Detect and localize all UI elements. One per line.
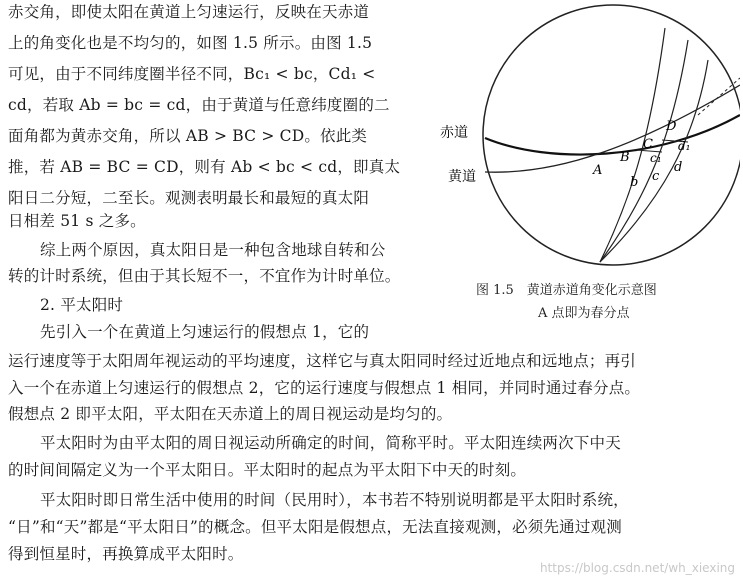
ecliptic-line	[485, 85, 740, 172]
paragraph-1-line-3: 可见，由于不同纬度圈半径不同，Bc₁ < bc，Cd₁ <	[8, 65, 376, 83]
paragraph-1-line-5: 面角都为黄赤交角，所以 AB > BC > CD。依此类	[8, 127, 368, 145]
point-label-b: b	[630, 175, 639, 190]
point-label-d: d	[674, 160, 683, 175]
paragraph-2-line-2: 转的计时系统，但由于其长短不一，不宜作为计时单位。	[8, 267, 401, 285]
paragraph-4-line-2: 的时间间隔定义为一个平太阳日。平太阳时的起点为平太阳下中天的时刻。	[8, 461, 527, 479]
paragraph-3-line-4: 假想点 2 即平太阳，平太阳在天赤道上的周日视运动是均匀的。	[8, 405, 453, 423]
paragraph-1-line-1: 赤交角，即使太阳在黄道上匀速运行，反映在天赤道	[8, 3, 370, 21]
paragraph-5-line-3: 得到恒星时，再换算成平太阳时。	[8, 545, 244, 563]
paragraph-1-line-2: 上的角变化也是不均匀的，如图 1.5 所示。由图 1.5	[8, 34, 373, 52]
paragraph-1-line-6: 推，若 AB = BC = CD，则有 Ab < bc < cd，即真太	[8, 158, 401, 176]
paragraph-3-line-2: 运行速度等于太阳周年视运动的平均速度，这样它与真太阳同时经过近地点和远地点；再引	[8, 352, 637, 370]
figure-caption-title: 图 1.5 黄道赤道角变化示意图	[476, 283, 657, 298]
paragraph-1-line-8: 日相差 51 s 之多。	[8, 212, 146, 230]
point-label-C: C	[643, 137, 653, 152]
point-label-B: B	[620, 150, 630, 165]
point-label-d1: d₁	[678, 139, 691, 153]
point-label-c1: c₁	[650, 151, 662, 165]
watermark: https://blog.csdn.net/wh_xiexing	[539, 561, 735, 575]
paragraph-3-line-3: 入一个在赤道上匀速运行的假想点 2，它的运行速度与假想点 1 相同，并同时通过春分点。	[8, 379, 641, 397]
paragraph-1-line-4: cd，若取 Ab = bc = cd，由于黄道与任意纬度圈的二	[8, 96, 390, 114]
point-label-D: D	[666, 119, 677, 134]
paragraph-3-line-1: 先引入一个在黄道上匀速运行的假想点 1，它的	[40, 323, 370, 341]
label-ecliptic: 黄道	[448, 169, 476, 185]
paragraph-5-line-2: “日”和“天”都是“平太阳日”的概念。但平太阳是假想点，无法直接观测，必须先通过观测	[8, 518, 622, 536]
label-equator: 赤道	[440, 125, 468, 141]
point-label-c: c	[652, 169, 660, 184]
celestial-sphere-outline	[483, 5, 740, 265]
paragraph-4-line-1: 平太阳时为由平太阳的周日视运动所确定的时间，简称平时。平太阳连续两次下中天	[40, 434, 621, 452]
ecliptic-dashed-line	[698, 78, 740, 115]
paragraph-2-line-1: 综上两个原因，真太阳日是一种包含地球自转和公	[40, 241, 386, 259]
paragraph-5-line-1: 平太阳时即日常生活中使用的时间（民用时），本书若不特别说明都是平太阳时系统，	[40, 491, 629, 509]
section-heading: 2. 平太阳时	[40, 296, 124, 314]
point-label-A: A	[593, 163, 603, 178]
paragraph-1-line-7: 阳日二分短，二至长。观测表明最长和最短的真太阳	[8, 189, 370, 207]
figure-ecliptic-equator-diagram	[440, 0, 740, 275]
figure-caption-subtitle: A 点即为春分点	[538, 306, 630, 321]
